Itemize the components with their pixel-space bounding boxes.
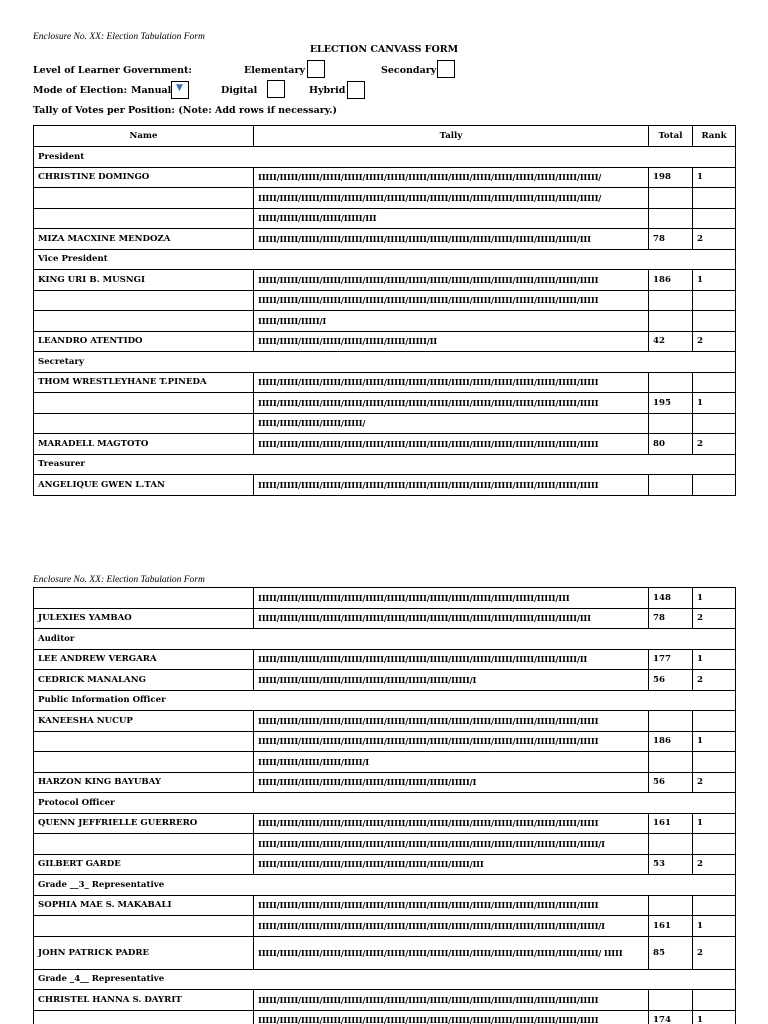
tally-marks: IIIII/IIIII/IIIII/IIIII/IIIII/IIIII/IIIII/IIIII/IIIII/IIIII/IIIII/IIIII/IIIII/IIIII/IIIII/IIIII/I [254,916,649,937]
vote-total: 198 [649,167,693,188]
vote-total [649,188,693,209]
table-row [34,434,736,455]
section-title: Grade _4__ Representative [34,969,736,990]
rank-value [693,711,736,732]
table-row [34,834,736,855]
elementary-checkbox[interactable] [307,60,325,78]
level-label: Level of Learner Government: [33,65,192,76]
table-row [34,772,736,793]
table-row [34,188,736,209]
table-row [34,813,736,834]
tally-marks: IIIII/IIIII/IIIII/IIIII/IIIII/IIIII/IIIII/IIIII/IIIII/IIIII/IIIII/IIIII/IIIII/IIIII/IIIII/II [254,649,649,670]
vote-total: 56 [649,670,693,691]
tally-marks: IIIII/IIIII/IIIII/IIIII/IIIII/IIIII/IIIII/IIIII/IIIII/IIIII/IIIII/IIIII/IIIII/IIIII/IIIII/IIIII [254,1010,649,1024]
rank-value: 1 [693,813,736,834]
table-row [34,331,736,352]
vote-total: 186 [649,731,693,752]
candidate-name [34,208,254,229]
rank-value [693,208,736,229]
vote-total: 78 [649,608,693,629]
candidate-name: KING URI B. MUSNGI [34,270,254,291]
candidate-name [34,731,254,752]
section-row [34,969,736,990]
table-row [34,990,736,1011]
rank-value: 2 [693,854,736,875]
tally-marks: IIIII/IIIII/IIIII/IIIII/IIIII/IIIII/IIIII/IIIII/IIIII/IIIII/IIIII/IIIII/IIIII/IIIII/IIIII/IIIII/ IIIII [254,936,649,969]
rank-value: 2 [693,331,736,352]
vote-total [649,895,693,916]
tally-table-page2 [33,587,736,1024]
table-row [34,229,736,250]
tally-marks: IIIII/IIIII/IIIII/IIIII/IIIII/IIIII/IIIII/IIIII/IIIII/IIIII/III [254,854,649,875]
section-row [34,454,736,475]
tally-marks: IIIII/IIIII/IIIII/I [254,311,649,332]
vote-total: 195 [649,393,693,414]
section-row [34,793,736,814]
rank-value: 1 [693,1010,736,1024]
section-title: Public Information Officer [34,690,736,711]
table-row [34,936,736,969]
vote-total [649,311,693,332]
vote-total [649,475,693,496]
tally-marks: IIIII/IIIII/IIIII/IIIII/IIIII/IIIII/IIIII/IIIII/IIIII/IIIII/IIIII/IIIII/IIIII/IIIII/IIIII/IIIII [254,895,649,916]
rank-value: 2 [693,670,736,691]
vote-total: 78 [649,229,693,250]
section-row [34,875,736,896]
vote-total [649,413,693,434]
candidate-name: MARADELL MAGTOTO [34,434,254,455]
candidate-name: KANEESHA NUCUP [34,711,254,732]
rank-value: 2 [693,229,736,250]
rank-value [693,413,736,434]
candidate-name [34,290,254,311]
rank-value: 1 [693,393,736,414]
tally-marks: IIIII/IIIII/IIIII/IIIII/IIIII/IIIII/IIIII/IIIII/IIIII/IIIII/IIIII/IIIII/IIIII/IIIII/IIIII/IIIII [254,711,649,732]
table-row [34,588,736,609]
candidate-name: LEE ANDREW VERGARA [34,649,254,670]
vote-total [649,208,693,229]
check-mark-icon: ▼ [176,83,183,93]
rank-value [693,290,736,311]
section-title: Auditor [34,629,736,650]
hybrid-label: Hybrid [309,85,346,96]
vote-total [649,372,693,393]
rank-value: 1 [693,731,736,752]
section-row [34,249,736,270]
candidate-name: ANGELIQUE GWEN L.TAN [34,475,254,496]
mode-label: Mode of Election: [33,85,128,96]
tally-marks: IIIII/IIIII/IIIII/IIIII/IIIII/IIIII/IIIII/IIIII/IIIII/IIIII/IIIII/IIIII/IIIII/IIIII/IIIII/IIIII [254,434,649,455]
tally-marks: IIIII/IIIII/IIIII/IIIII/IIIII/IIIII/IIIII/IIIII/IIIII/IIIII/IIIII/IIIII/IIIII/IIIII/IIIII/III [254,608,649,629]
candidate-name: SOPHIA MAE S. MAKABALI [34,895,254,916]
enclosure-caption-page2: Enclosure No. XX: Election Tabulation Form [33,575,205,585]
digital-label: Digital [221,85,258,96]
table-row [34,167,736,188]
candidate-name: CHRISTINE DOMINGO [34,167,254,188]
candidate-name: QUENN JEFFRIELLE GUERRERO [34,813,254,834]
elementary-label: Elementary [244,65,305,76]
table-row [34,649,736,670]
table-row [34,413,736,434]
tally-marks: IIIII/IIIII/IIIII/IIIII/IIIII/IIIII/IIIII/IIIII/IIIII/IIIII/I [254,670,649,691]
vote-total: 85 [649,936,693,969]
rank-value: 2 [693,608,736,629]
rank-value: 1 [693,167,736,188]
vote-total [649,752,693,773]
tally-table-page1 [33,125,736,496]
section-title: President [34,147,736,168]
header-tally: Tally [254,126,649,147]
table-row [34,731,736,752]
candidate-name [34,311,254,332]
rank-value: 1 [693,649,736,670]
section-title: Protocol Officer [34,793,736,814]
section-title: Treasurer [34,454,736,475]
candidate-name: JULEXIES YAMBAO [34,608,254,629]
tally-marks: IIIII/IIIII/IIIII/IIIII/IIIII/IIIII/IIIII/IIIII/IIIII/IIIII/IIIII/IIIII/IIIII/IIIII/IIIII/III [254,229,649,250]
vote-total: 42 [649,331,693,352]
rank-value [693,475,736,496]
table-row [34,372,736,393]
rank-value: 2 [693,936,736,969]
table-row [34,916,736,937]
candidate-name [34,413,254,434]
vote-total [649,834,693,855]
tally-marks: IIIII/IIIII/IIIII/IIIII/IIIII/I [254,752,649,773]
tally-marks: IIIII/IIIII/IIIII/IIIII/IIIII/IIIII/IIIII/IIIII/IIIII/IIIII/I [254,772,649,793]
table-row [34,670,736,691]
table-header-row [34,126,736,147]
section-row [34,629,736,650]
candidate-name [34,834,254,855]
tally-marks: IIIII/IIIII/IIIII/IIIII/IIIII/III [254,208,649,229]
tally-marks: IIIII/IIIII/IIIII/IIIII/IIIII/IIIII/IIIII/IIIII/IIIII/IIIII/IIIII/IIIII/IIIII/IIIII/III [254,588,649,609]
rank-value: 1 [693,588,736,609]
vote-total: 161 [649,916,693,937]
tally-marks: IIIII/IIIII/IIIII/IIIII/IIIII/ [254,413,649,434]
tally-note: Tally of Votes per Position: (Note: Add rows if necessary.) [33,105,338,116]
tally-marks: IIIII/IIIII/IIIII/IIIII/IIIII/IIIII/IIIII/IIIII/IIIII/IIIII/IIIII/IIIII/IIIII/IIIII/IIIII/IIIII [254,475,649,496]
rank-value: 2 [693,772,736,793]
candidate-name [34,393,254,414]
secondary-checkbox[interactable] [437,60,455,78]
candidate-name: JOHN PATRICK PADRE [34,936,254,969]
form-title: ELECTION CANVASS FORM [309,44,459,55]
section-title: Secretary [34,352,736,373]
rank-value [693,895,736,916]
vote-total [649,290,693,311]
vote-total: 161 [649,813,693,834]
table-row [34,608,736,629]
rank-value [693,990,736,1011]
candidate-name [34,188,254,209]
table-row [34,1010,736,1024]
section-title: Grade __3_ Representative [34,875,736,896]
candidate-name: HARZON KING BAYUBAY [34,772,254,793]
table-row [34,752,736,773]
manual-label: Manual [131,85,172,96]
vote-total: 80 [649,434,693,455]
tally-marks: IIIII/IIIII/IIIII/IIIII/IIIII/IIIII/IIIII/IIIII/II [254,331,649,352]
header-name: Name [34,126,254,147]
tally-marks: IIIII/IIIII/IIIII/IIIII/IIIII/IIIII/IIIII/IIIII/IIIII/IIIII/IIIII/IIIII/IIIII/IIIII/IIIII/IIIII [254,990,649,1011]
candidate-name [34,916,254,937]
rank-value: 1 [693,270,736,291]
candidate-name: THOM WRESTLEYHANE T.PINEDA [34,372,254,393]
table-row [34,311,736,332]
tally-marks: IIIII/IIIII/IIIII/IIIII/IIIII/IIIII/IIIII/IIIII/IIIII/IIIII/IIIII/IIIII/IIIII/IIIII/IIIII/IIIII [254,731,649,752]
vote-total [649,711,693,732]
table-row [34,208,736,229]
rank-value [693,188,736,209]
tally-marks: IIIII/IIIII/IIIII/IIIII/IIIII/IIIII/IIIII/IIIII/IIIII/IIIII/IIIII/IIIII/IIIII/IIIII/IIIII/IIIII/ [254,167,649,188]
tally-marks: IIIII/IIIII/IIIII/IIIII/IIIII/IIIII/IIIII/IIIII/IIIII/IIIII/IIIII/IIIII/IIIII/IIIII/IIIII/IIIII/ [254,188,649,209]
rank-value [693,752,736,773]
enclosure-caption: Enclosure No. XX: Election Tabulation Form [33,32,205,42]
section-row [34,147,736,168]
section-row [34,690,736,711]
header-rank: Rank [693,126,736,147]
tally-marks: IIIII/IIIII/IIIII/IIIII/IIIII/IIIII/IIIII/IIIII/IIIII/IIIII/IIIII/IIIII/IIIII/IIIII/IIIII/IIIII [254,290,649,311]
candidate-name [34,1010,254,1024]
vote-total: 177 [649,649,693,670]
table-row [34,711,736,732]
section-title: Vice President [34,249,736,270]
vote-total: 186 [649,270,693,291]
section-row [34,352,736,373]
rank-value [693,834,736,855]
vote-total [649,990,693,1011]
header-total: Total [649,126,693,147]
candidate-name: GILBERT GARDE [34,854,254,875]
rank-value: 2 [693,434,736,455]
candidate-name [34,588,254,609]
rank-value: 1 [693,916,736,937]
tally-marks: IIIII/IIIII/IIIII/IIIII/IIIII/IIIII/IIIII/IIIII/IIIII/IIIII/IIIII/IIIII/IIIII/IIIII/IIIII/IIIII [254,813,649,834]
tally-marks: IIIII/IIIII/IIIII/IIIII/IIIII/IIIII/IIIII/IIIII/IIIII/IIIII/IIIII/IIIII/IIIII/IIIII/IIIII/IIIII [254,372,649,393]
tally-marks: IIIII/IIIII/IIIII/IIIII/IIIII/IIIII/IIIII/IIIII/IIIII/IIIII/IIIII/IIIII/IIIII/IIIII/IIIII/IIIII [254,393,649,414]
rank-value [693,311,736,332]
table-row [34,475,736,496]
tally-marks: IIIII/IIIII/IIIII/IIIII/IIIII/IIIII/IIIII/IIIII/IIIII/IIIII/IIIII/IIIII/IIIII/IIIII/IIIII/IIIII/I [254,834,649,855]
candidate-name [34,752,254,773]
candidate-name: CHRISTEL HANNA S. DAYRIT [34,990,254,1011]
table-row [34,393,736,414]
table-row [34,290,736,311]
candidate-name: MIZA MACXINE MENDOZA [34,229,254,250]
secondary-label: Secondary [381,65,437,76]
vote-total: 148 [649,588,693,609]
candidate-name: CEDRICK MANALANG [34,670,254,691]
digital-checkbox[interactable] [267,80,285,98]
table-row [34,895,736,916]
table-row [34,854,736,875]
candidate-name: LEANDRO ATENTIDO [34,331,254,352]
tally-marks: IIIII/IIIII/IIIII/IIIII/IIIII/IIIII/IIIII/IIIII/IIIII/IIIII/IIIII/IIIII/IIIII/IIIII/IIIII/IIIII [254,270,649,291]
vote-total: 56 [649,772,693,793]
vote-total: 53 [649,854,693,875]
vote-total: 174 [649,1010,693,1024]
hybrid-checkbox[interactable] [347,81,365,99]
rank-value [693,372,736,393]
manual-checkbox[interactable] [171,81,189,99]
table-row [34,270,736,291]
